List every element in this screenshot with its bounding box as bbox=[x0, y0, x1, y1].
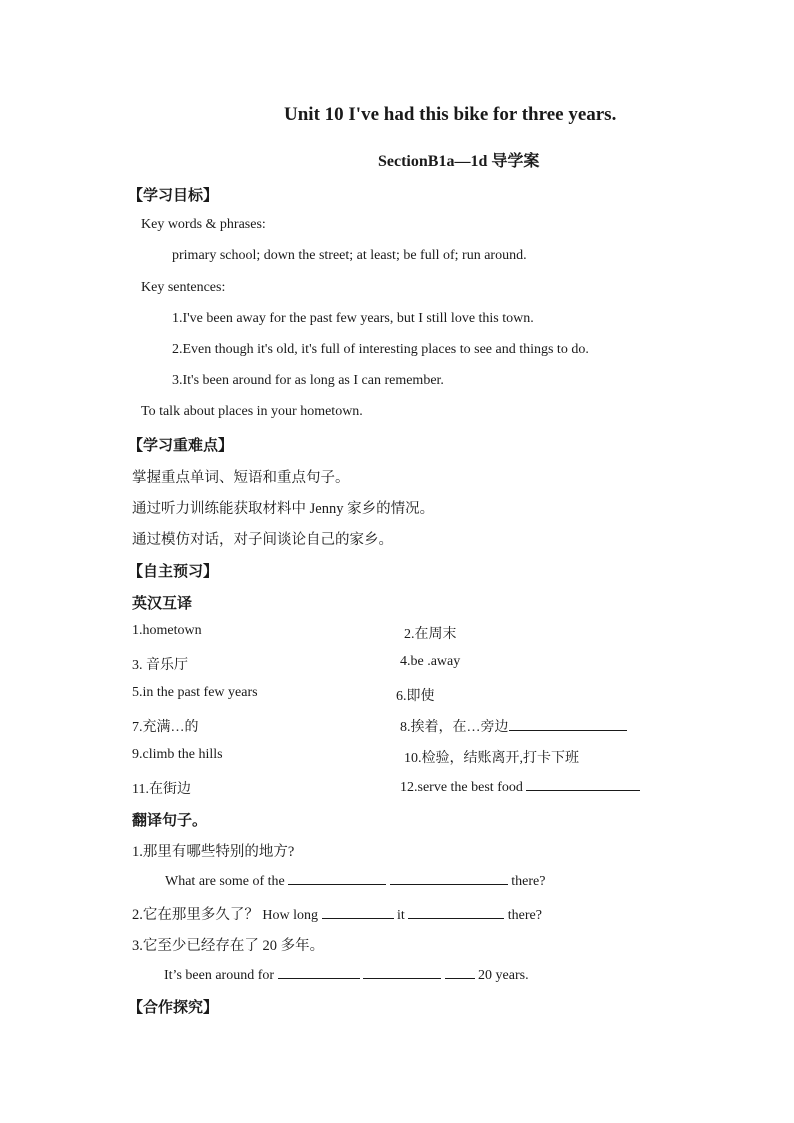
document-title: Unit 10 I've had this bike for three years. bbox=[284, 104, 617, 125]
key-words-label: Key words & phrases: bbox=[141, 217, 266, 232]
q2-end-text: there? bbox=[507, 908, 542, 923]
vocab-item-9: 9.climb the hills bbox=[132, 747, 223, 762]
answer-blank[interactable] bbox=[408, 906, 504, 919]
difficulty-item-2: 通过听力训练能获取材料中 Jenny 家乡的情况。 bbox=[132, 501, 435, 517]
key-sentence-2: 2.Even though it's old, it's full of interesting places to see and things to do. bbox=[172, 342, 589, 357]
vocab-item-11: 11.在街边 bbox=[132, 782, 191, 797]
vocab-item-12-text: 12.serve the best food bbox=[400, 780, 523, 795]
vocab-item-2: 2.在周末 bbox=[404, 627, 457, 642]
answer-blank[interactable] bbox=[322, 906, 394, 919]
answer-blank[interactable] bbox=[526, 778, 640, 791]
vocab-item-4: 4.be .away bbox=[400, 654, 461, 669]
q1-start-text: What are some of the bbox=[165, 874, 285, 889]
answer-blank[interactable] bbox=[509, 718, 627, 731]
translation-q2 bbox=[132, 903, 542, 924]
vocab-item-5: 5.in the past few years bbox=[132, 685, 258, 700]
key-words-list: primary school; down the street; at least; be full of; run around. bbox=[172, 248, 527, 263]
vocab-item-10: 10.检验，结账离开,打卡下班 bbox=[404, 751, 579, 766]
q2-mid-text: it bbox=[397, 908, 405, 923]
q3-start-text: It’s been around for bbox=[164, 968, 275, 983]
q3-end-text: 20 years. bbox=[478, 968, 529, 983]
translation-q2-chinese: 2.它在那里多久了？ bbox=[132, 907, 259, 923]
answer-blank[interactable] bbox=[278, 966, 360, 979]
preview-heading: 【自主预习】 bbox=[128, 564, 219, 580]
translation-heading: 翻译句子。 bbox=[132, 813, 208, 829]
answer-blank[interactable] bbox=[363, 966, 441, 979]
difficulty-item-1: 掌握重点单词、短语和重点句子。 bbox=[132, 470, 350, 486]
vocab-item-3: 3. 音乐厅 bbox=[132, 658, 188, 673]
objectives-heading: 【学习目标】 bbox=[128, 188, 219, 204]
translation-q1-chinese: 1.那里有哪些特别的地方? bbox=[132, 844, 295, 860]
cooperation-heading: 【合作探究】 bbox=[128, 1000, 219, 1016]
key-sentence-3: 3.It's been around for as long as I can remember. bbox=[172, 373, 444, 388]
q2-start-text: How long bbox=[262, 908, 318, 923]
vocab-item-8 bbox=[400, 716, 627, 736]
answer-blank[interactable] bbox=[390, 872, 508, 885]
key-sentence-1: 1.I've been away for the past few years, but I still love this town. bbox=[172, 311, 534, 326]
translation-q3-english bbox=[164, 966, 529, 984]
vocab-item-7: 7.充满…的 bbox=[132, 720, 199, 735]
difficulties-heading: 【学习重难点】 bbox=[128, 438, 234, 454]
vocab-item-1: 1.hometown bbox=[132, 623, 202, 638]
translate-heading: 英汉互译 bbox=[132, 596, 193, 612]
vocab-item-12 bbox=[400, 778, 640, 796]
key-sentences-label: Key sentences: bbox=[141, 280, 226, 295]
translation-q3-chinese: 3.它至少已经存在了 20 多年。 bbox=[132, 938, 325, 954]
q1-end-text: there? bbox=[511, 874, 546, 889]
vocab-item-8-text: 8.挨着，在…旁边 bbox=[400, 720, 509, 735]
vocab-item-6: 6.即使 bbox=[396, 689, 435, 704]
translation-q1-english bbox=[165, 872, 545, 890]
difficulty-item-3: 通过模仿对话，对子间谈论自己的家乡。 bbox=[132, 532, 393, 548]
answer-blank[interactable] bbox=[445, 966, 475, 979]
objective-goal: To talk about places in your hometown. bbox=[141, 404, 363, 419]
document-subtitle: SectionB1a—1d 导学案 bbox=[378, 153, 540, 170]
answer-blank[interactable] bbox=[288, 872, 386, 885]
